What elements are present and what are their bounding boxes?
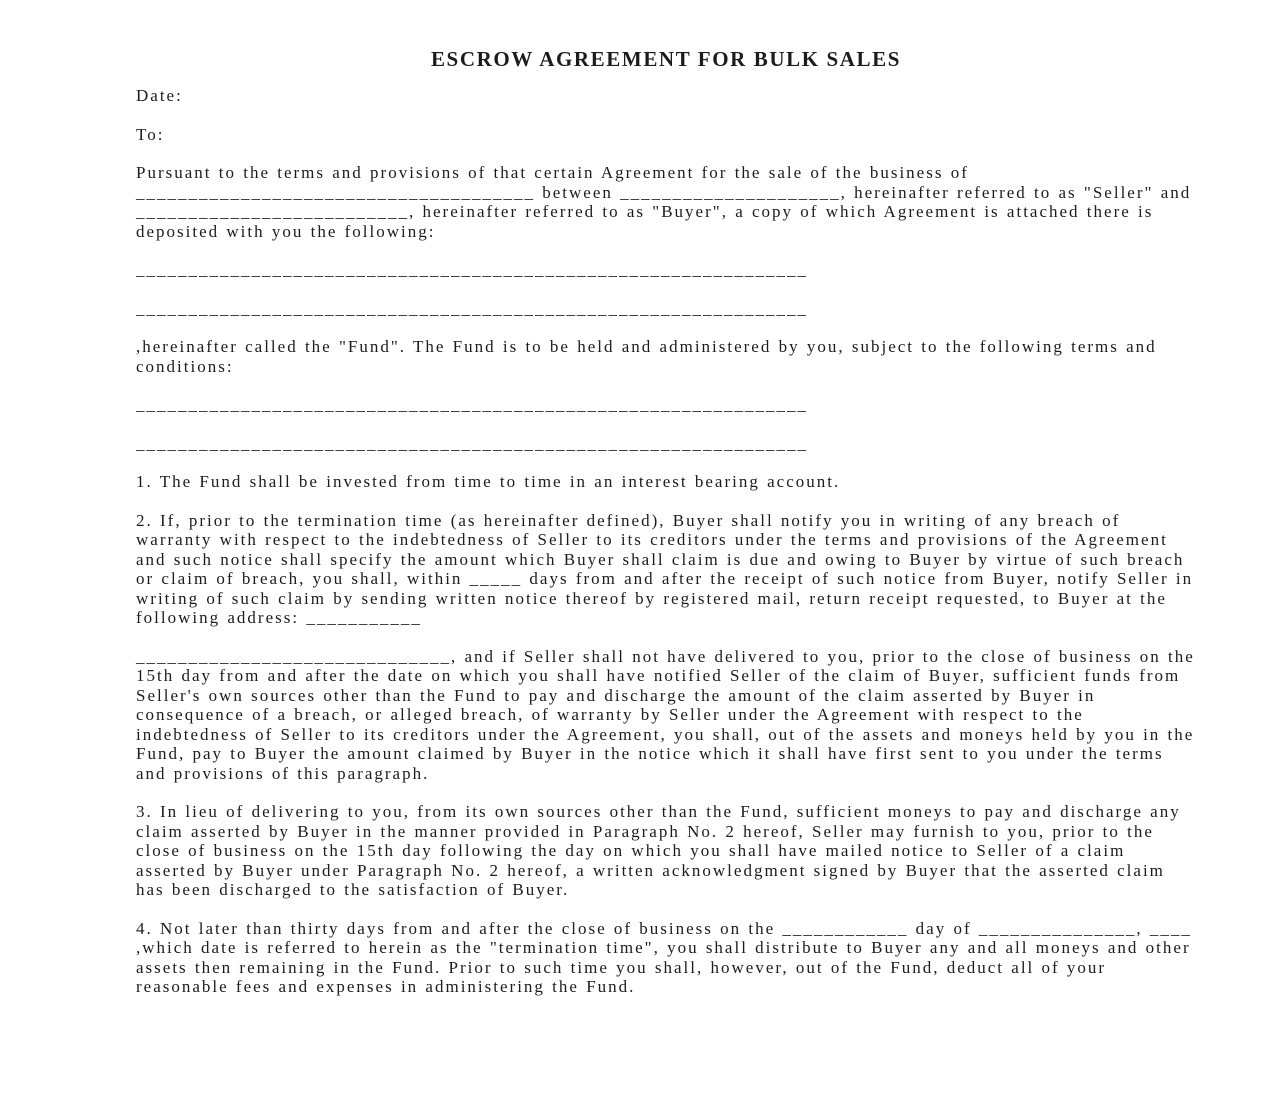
conditions-blank-line-2: ________________________________________________________________ (136, 433, 808, 453)
clause-2-paragraph: 2. If, prior to the termination time (as hereinafter defined), Buyer shall notify you in writing of any breach of warranty with respect to the indebtedness of Seller to its creditors under the terms and provisions of the Agreement and such notice shall specify the amount which Buyer shall claim is due and owing to Buyer by virtue of such breach or claim of breach, you shall, within _____ days from and after the receipt of such notice from Buyer, notify Seller in writing of such claim by sending written notice thereof by registered mail, return receipt requested, to Buyer at the following address: ___________ (136, 510, 1194, 627)
deposit-blank-line-1: ________________________________________________________________ (136, 260, 808, 279)
fund-definition-paragraph: ,hereinafter called the "Fund". The Fund is to be held and administered by you, subject to the following terms and conditions: (136, 337, 1157, 376)
intro-paragraph: Pursuant to the terms and provisions of that certain Agreement for the sale of the business of ______________________________________ between _____________________, hereinafter referred to as "Seller" and __________________________, hereinafter referred to as "Buyer", a copy of which Agreement is attached there is deposited with you the following: (136, 163, 1192, 241)
clause-3-paragraph: 3. In lieu of delivering to you, from its own sources other than the Fund, sufficient moneys to pay and discharge any claim asserted by Buyer in the manner provided in Paragraph No. 2 hereof, Seller may furnish to you, prior to the close of business on the 15th day following the day on which you shall have mailed notice to Seller of a claim asserted by Buyer under Paragraph No. 2 hereof, a written acknowledgment signed by Buyer that the asserted claim has been discharged to the satisfaction of Buyer. (136, 802, 1181, 899)
to-label: To: (136, 124, 165, 144)
document-title: ESCROW AGREEMENT FOR BULK SALES (430, 47, 902, 71)
clause-1-paragraph: 1. The Fund shall be invested from time to time in an interest bearing account. (136, 472, 841, 491)
conditions-blank-line-1: ________________________________________________________________ (136, 395, 808, 414)
document-body (136, 86, 1196, 997)
deposit-blank-line-2: ________________________________________________________________ (136, 298, 808, 318)
clause-4-paragraph: 4. Not later than thirty days from and after the close of business on the ____________ day of _______________, ____ ,which date is referred to herein as the "termination time", you shall distribute to Buyer any and all moneys and other assets then remaining in the Fund. Prior to such time you shall, however, out of the Fund, deduct all of your reasonable fees and expenses in administering the Fund. (136, 918, 1192, 996)
clause-2-continuation-paragraph: ______________________________, and if Seller shall not have delivered to you, prior to the close of business on the 15th day from and after the date on which you shall have notified Seller of the claim of Buyer, sufficient funds from Seller's own sources other than the Fund to pay and discharge the amount of the claim asserted by Buyer in consequence of a breach, or alleged breach, of warranty by Seller under the Agreement with respect to the indebtedness of Seller to its creditors under the Agreement, you shall, out of the assets and moneys held by you in the Fund, pay to Buyer the amount claimed by Buyer in the notice which it shall have first sent to you under the terms and provisions of this paragraph. (136, 646, 1195, 783)
date-label: Date: (136, 86, 183, 105)
